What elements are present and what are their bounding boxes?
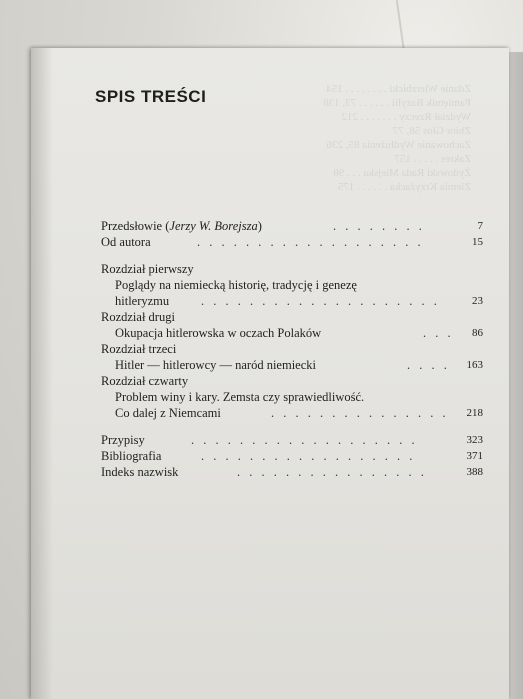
toc-entry-notes (101, 432, 483, 448)
page-title: SPIS TREŚCI (95, 87, 207, 106)
chapter-4-heading: Rozdział czwarty (101, 374, 189, 388)
dot-leader: . . . . . . . . (333, 219, 425, 233)
chapter-1-title-cont: hitleryzmu . . . . . . . . . . . . . . . . . . . . 23 (115, 294, 483, 308)
toc-entry-bibliography (101, 448, 483, 464)
chapter-3-title: Hitler — hitlerowcy — naród niemiecki . . . . 163 (115, 358, 483, 372)
page-number: 23 (472, 295, 483, 307)
page-gutter-shadow (31, 48, 53, 699)
dot-leader: . . . . . . . . . . . . . . . . (237, 465, 427, 479)
toc-entry-index (101, 464, 483, 480)
entry-label: Od autora (101, 235, 151, 249)
page-number: 15 (472, 236, 483, 248)
chapter-3-heading: Rozdział trzeci (101, 342, 177, 356)
page-number: 86 (472, 327, 483, 339)
chapter-1-title: Poglądy na niemiecką historię, tradycję i genezę (115, 278, 357, 292)
dot-leader: . . . (423, 326, 454, 340)
table-of-contents (101, 218, 483, 480)
entry-label: Bibliografia (101, 449, 162, 463)
chapter-4-title: Problem winy i kary. Zemsta czy sprawiedliwość. (115, 390, 365, 404)
chapter-2-heading: Rozdział drugi (101, 310, 175, 324)
page-number: 163 (466, 359, 483, 371)
dot-leader: . . . . . . . . . . . . . . . . . . (201, 449, 416, 463)
entry-label: Przedsłowie (101, 219, 163, 233)
book-page (31, 48, 509, 699)
chapter-4-title-cont: Co dalej z Niemcami . . . . . . . . . . . . . . . 218 (115, 406, 483, 420)
dot-leader: . . . . . . . . . . . . . . . (271, 406, 449, 420)
page-number: 7 (477, 220, 483, 232)
toc-entry-preface: Przedsłowie (Jerzy W. Borejsza) . . . . . . . . 7 (101, 219, 483, 233)
page-number: 371 (466, 450, 483, 462)
page-number: 388 (466, 466, 483, 478)
entry-label: Indeks nazwisk (101, 465, 179, 479)
dot-leader: . . . . . . . . . . . . . . . . . . . (197, 235, 424, 249)
chapter-2-title: Okupacja hitlerowska w oczach Polaków . . . 86 (115, 326, 483, 340)
dot-leader: . . . . (407, 358, 450, 372)
entry-label: Przypisy (101, 433, 145, 447)
toc-entry-author-note (101, 234, 483, 250)
show-through-text: Zdanie Wierzbicki . . . . . . . . 154 Pamiętnik Bazylii . . . . . . 73, 138 Wydział Rzeczy . . . . . . . 212 Zbior Głos 58, 77 Zachowanie Wydłużenia 85, 236 Zakres . . . . . 157 Żydowski Rada Miejska . . . 98 Ziemia Krzyżacka . . . . . . 175 (323, 83, 471, 193)
dot-leader: . . . . . . . . . . . . . . . . . . . . (201, 294, 440, 308)
entry-author: Jerzy W. Borejsza (169, 219, 258, 233)
dot-leader: . . . . . . . . . . . . . . . . . . . (191, 433, 418, 447)
chapter-1-heading: Rozdział pierwszy (101, 262, 194, 276)
page-number: 323 (466, 434, 483, 446)
page-number: 218 (466, 407, 483, 419)
